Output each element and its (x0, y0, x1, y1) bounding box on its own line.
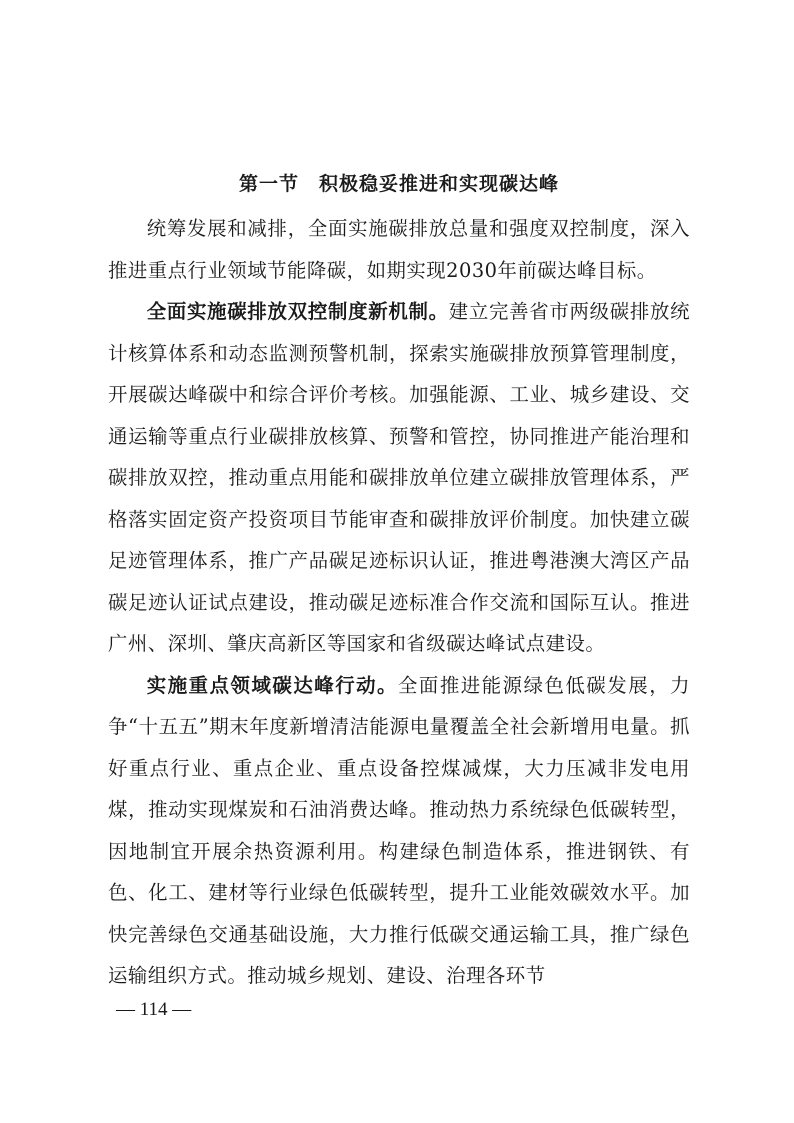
paragraph-carbon-peak-action (108, 665, 690, 997)
paragraph-text: 全面推进能源绿色低碳发展，力争“十五五”期末年度新增清洁能源电量覆盖全社会新增用电量。抓好重点行业、重点企业、重点设备控煤减煤，大力压减非发电用煤，推动实现煤炭和石油消费达峰。推动热力系统绿色低碳转型，因地制宜开展余热资源利用。构建绿色制造体系，推进钢铁、有色、化工、建材等行业绿色低碳转型，提升工业能效碳效水平。加快完善绿色交通基础设施，大力推行低碳交通运输工具，推广绿色运输组织方式。推动城乡规划、建设、治理各环节 (108, 673, 691, 987)
page-number: — 114 — (116, 999, 192, 1020)
paragraph-lead: 实施重点领域碳达峰行动。 (146, 673, 398, 697)
body-text (108, 208, 690, 997)
paragraph-carbon-dual-control (108, 291, 690, 665)
paragraph-lead: 全面实施碳排放双控制度新机制。 (146, 300, 449, 323)
document-page (108, 0, 690, 1123)
paragraph-intro (108, 208, 690, 291)
section-title: 第一节 积极稳妥推进和实现碳达峰 (238, 172, 559, 195)
paragraph-text: 建立完善省市两级碳排放统计核算体系和动态监测预警机制，探索实施碳排放预算管理制度，开展碳达峰碳中和综合评价考核。加强能源、工业、城乡建设、交通运输等重点行业碳排放核算、预警和管控，协同推进产能治理和碳排放双控，推动重点用能和碳排放单位建立碳排放管理体系，严格落实固定资产投资项目节能审查和碳排放评价制度。加快建立碳足迹管理体系，推广产品碳足迹标识认证，推进粤港澳大湾区产品碳足迹认证试点建设，推动碳足迹标准合作交流和国际互认。推进广州、深圳、肇庆高新区等国家和省级碳达峰试点建设。 (108, 300, 691, 655)
paragraph-text: 统筹发展和减排，全面实施碳排放总量和强度双控制度，深入推进重点行业领域节能降碳，如期实现2030年前碳达峰目标。 (108, 217, 690, 282)
